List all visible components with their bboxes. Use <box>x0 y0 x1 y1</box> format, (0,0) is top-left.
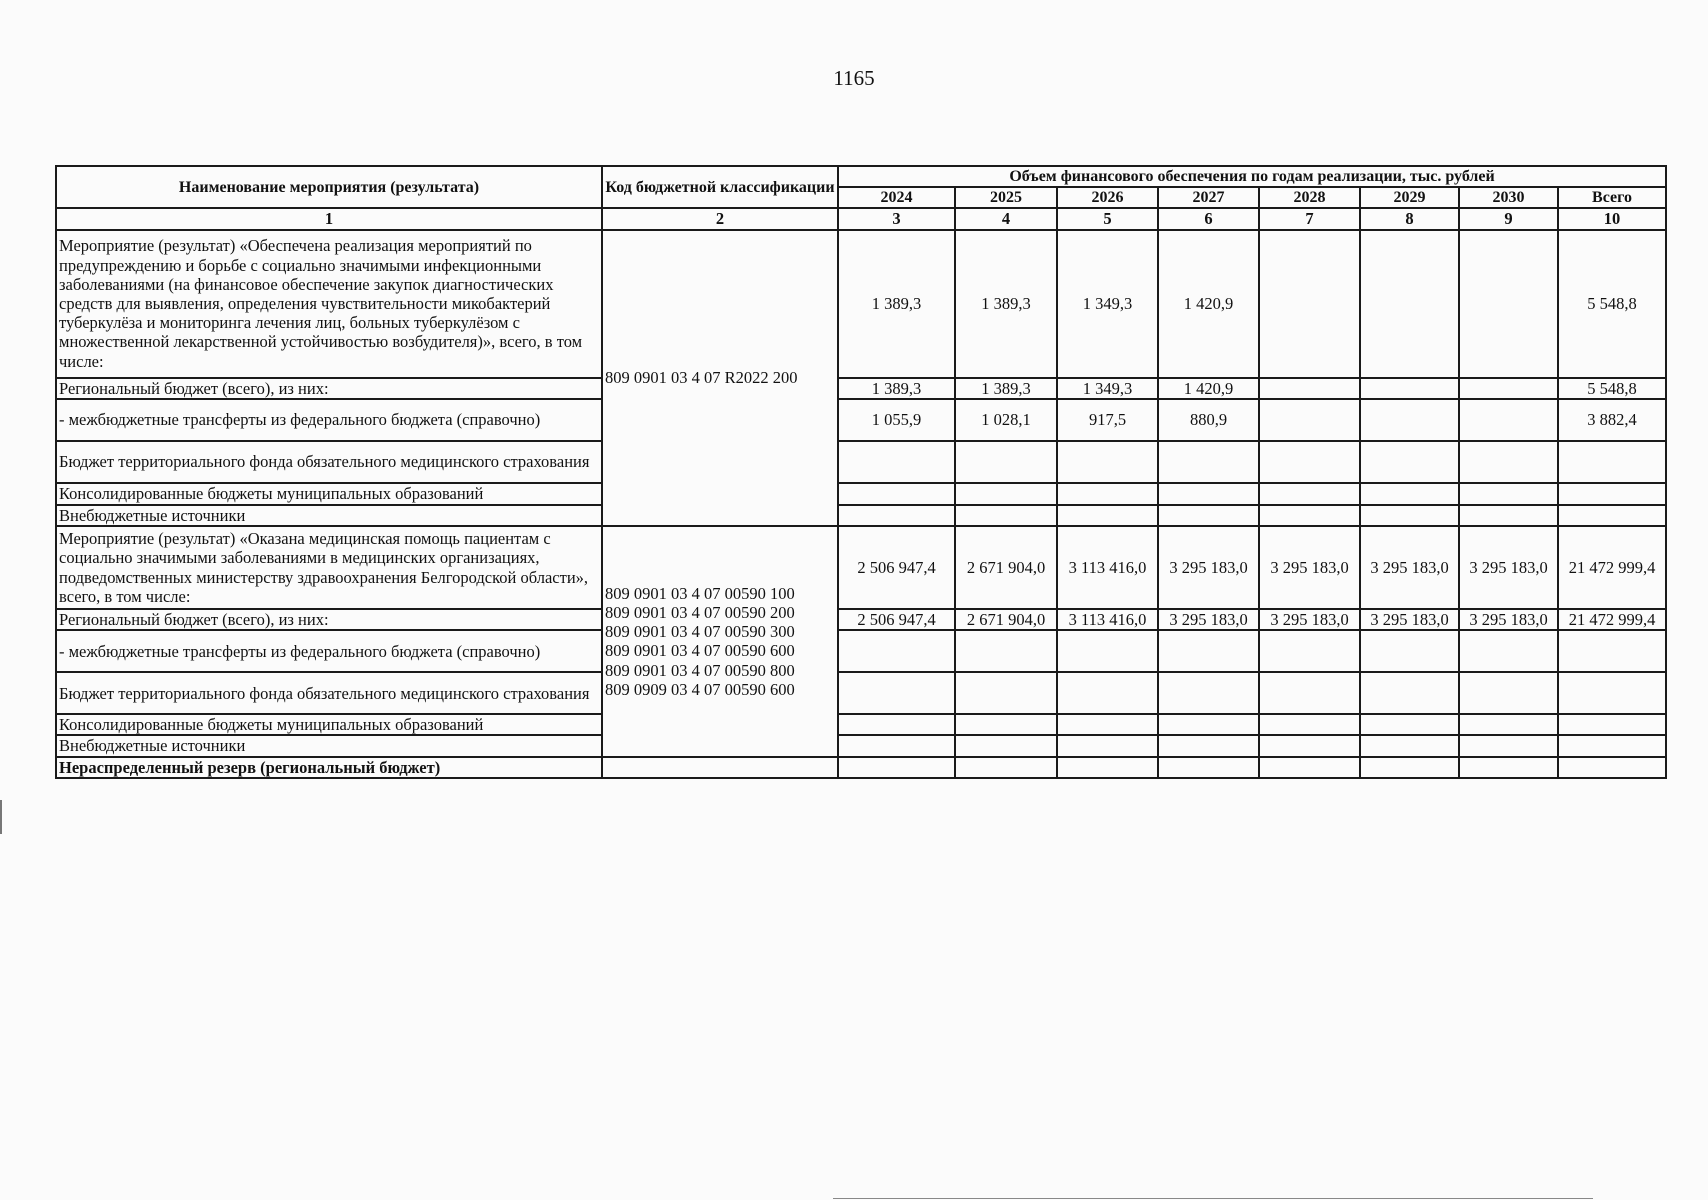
budget-code: 809 0901 03 4 07 00590 100 <box>605 583 795 603</box>
value-cell <box>838 505 955 526</box>
table-row <box>56 505 1666 526</box>
table-row <box>56 378 1666 399</box>
value-cell: 3 295 183,0 <box>1259 526 1360 609</box>
table-row <box>56 399 1666 441</box>
value-cell: 1 349,3 <box>1057 230 1158 378</box>
value-cell: 917,5 <box>1057 399 1158 441</box>
measure-name: Мероприятие (результат) «Оказана медицинская помощь пациентам с социально значимыми заболеваниями в медицинских организациях, подведомственных министерству здравоохранения Белгородской области», всего, в том числе: <box>56 526 602 609</box>
value-cell: 3 113 416,0 <box>1057 526 1158 609</box>
budget-code: 809 0901 03 4 07 00590 600 <box>605 641 795 661</box>
value-cell <box>1259 630 1360 672</box>
value-cell <box>955 441 1057 483</box>
value-cell <box>1259 378 1360 399</box>
value-cell <box>1459 714 1558 735</box>
value-cell <box>1259 230 1360 378</box>
value-cell <box>838 672 955 714</box>
value-cell <box>955 714 1057 735</box>
total-cell <box>1558 505 1666 526</box>
header-finance-group: Объем финансового обеспечения по годам реализации, тыс. рублей <box>838 166 1666 187</box>
value-cell <box>1459 399 1558 441</box>
value-cell <box>838 441 955 483</box>
value-cell: 3 295 183,0 <box>1158 526 1259 609</box>
value-cell <box>1057 483 1158 505</box>
value-cell <box>1459 230 1558 378</box>
value-cell <box>1158 714 1259 735</box>
row-label: Внебюджетные источники <box>56 735 602 756</box>
budget-code: 809 0901 03 4 07 00590 200 <box>605 602 795 622</box>
header-year: 2026 <box>1057 187 1158 208</box>
table-row <box>56 609 1666 630</box>
value-cell <box>1360 714 1459 735</box>
column-number: 5 <box>1057 208 1158 229</box>
value-cell: 1 420,9 <box>1158 230 1259 378</box>
column-number: 9 <box>1459 208 1558 229</box>
total-cell: 21 472 999,4 <box>1558 609 1666 630</box>
value-cell: 3 295 183,0 <box>1259 609 1360 630</box>
value-cell <box>838 757 955 778</box>
value-cell <box>1459 757 1558 778</box>
value-cell <box>1360 399 1459 441</box>
value-cell <box>1360 378 1459 399</box>
column-number: 8 <box>1360 208 1459 229</box>
total-cell <box>1558 441 1666 483</box>
value-cell <box>1057 757 1158 778</box>
value-cell <box>955 630 1057 672</box>
value-cell <box>1360 757 1459 778</box>
budget-code: 809 0901 03 4 07 00590 300 <box>605 622 795 642</box>
table-row <box>56 757 1666 778</box>
total-cell <box>1558 483 1666 505</box>
budget-code: 809 0909 03 4 07 00590 600 <box>605 679 795 699</box>
value-cell <box>1459 505 1558 526</box>
value-cell <box>1360 505 1459 526</box>
reserve-label: Нераспределенный резерв (региональный бюджет) <box>56 757 602 778</box>
value-cell <box>1459 735 1558 756</box>
value-cell: 1 028,1 <box>955 399 1057 441</box>
header-total: Всего <box>1558 187 1666 208</box>
header-year: 2030 <box>1459 187 1558 208</box>
page-number: 1165 <box>833 66 875 90</box>
total-cell: 3 882,4 <box>1558 399 1666 441</box>
value-cell <box>1360 672 1459 714</box>
row-label: - межбюджетные трансферты из федерального бюджета (справочно) <box>56 630 602 672</box>
total-cell: 5 548,8 <box>1558 230 1666 378</box>
budget-code-list <box>602 526 838 757</box>
value-cell: 2 506 947,4 <box>838 526 955 609</box>
value-cell <box>1259 672 1360 714</box>
value-cell <box>955 757 1057 778</box>
value-cell <box>838 630 955 672</box>
value-cell: 1 389,3 <box>838 378 955 399</box>
value-cell: 3 113 416,0 <box>1057 609 1158 630</box>
value-cell <box>955 483 1057 505</box>
value-cell <box>1259 757 1360 778</box>
header-year: 2024 <box>838 187 955 208</box>
value-cell <box>955 735 1057 756</box>
column-number: 2 <box>602 208 838 229</box>
budget-code <box>602 757 838 778</box>
value-cell <box>1158 757 1259 778</box>
value-cell <box>1360 630 1459 672</box>
value-cell: 1 420,9 <box>1158 378 1259 399</box>
value-cell: 3 295 183,0 <box>1158 609 1259 630</box>
column-number-row <box>56 208 1666 229</box>
value-cell <box>1158 630 1259 672</box>
value-cell <box>1259 714 1360 735</box>
value-cell <box>1459 630 1558 672</box>
value-cell <box>1459 378 1558 399</box>
header-name: Наименование мероприятия (результата) <box>56 166 602 208</box>
scan-margin-mark <box>0 800 2 834</box>
row-label: Бюджет территориального фонда обязательного медицинского страхования <box>56 441 602 483</box>
row-label: Внебюджетные источники <box>56 505 602 526</box>
value-cell <box>1360 441 1459 483</box>
column-number: 10 <box>1558 208 1666 229</box>
value-cell <box>1158 505 1259 526</box>
value-cell <box>955 672 1057 714</box>
value-cell: 1 389,3 <box>838 230 955 378</box>
value-cell: 3 295 183,0 <box>1360 526 1459 609</box>
value-cell: 1 349,3 <box>1057 378 1158 399</box>
table-row <box>56 483 1666 505</box>
column-number: 4 <box>955 208 1057 229</box>
table-row <box>56 526 1666 609</box>
value-cell: 1 389,3 <box>955 230 1057 378</box>
column-number: 6 <box>1158 208 1259 229</box>
table-row <box>56 441 1666 483</box>
value-cell: 1 055,9 <box>838 399 955 441</box>
value-cell <box>1158 441 1259 483</box>
row-label: Консолидированные бюджеты муниципальных образований <box>56 483 602 505</box>
value-cell <box>1057 672 1158 714</box>
table-row <box>56 230 1666 378</box>
total-cell <box>1558 672 1666 714</box>
value-cell <box>838 735 955 756</box>
table-row <box>56 735 1666 756</box>
column-number: 7 <box>1259 208 1360 229</box>
value-cell <box>1459 672 1558 714</box>
total-cell <box>1558 714 1666 735</box>
value-cell <box>1360 483 1459 505</box>
value-cell <box>1057 714 1158 735</box>
header-year: 2028 <box>1259 187 1360 208</box>
value-cell: 2 671 904,0 <box>955 526 1057 609</box>
total-cell: 5 548,8 <box>1558 378 1666 399</box>
column-number: 1 <box>56 208 602 229</box>
value-cell: 3 295 183,0 <box>1360 609 1459 630</box>
measure-name: Мероприятие (результат) «Обеспечена реализация мероприятий по предупреждению и борьбе с социально значимыми инфекционными заболеваниями (на финансовое обеспечение закупок диагностических средств для выявления, определения чувствительности микобактерий туберкулёза и мониторинга лечения лиц, больных туберкулёзом с множественной лекарственной устойчивостью возбудителя)», всего, в том числе: <box>56 230 602 378</box>
total-cell <box>1558 757 1666 778</box>
value-cell: 3 295 183,0 <box>1459 609 1558 630</box>
value-cell <box>1259 399 1360 441</box>
header-year: 2025 <box>955 187 1057 208</box>
table-row <box>56 630 1666 672</box>
value-cell <box>1158 672 1259 714</box>
value-cell <box>1259 483 1360 505</box>
value-cell: 3 295 183,0 <box>1459 526 1558 609</box>
value-cell: 2 506 947,4 <box>838 609 955 630</box>
value-cell <box>1158 483 1259 505</box>
value-cell <box>1057 505 1158 526</box>
budget-code: 809 0901 03 4 07 R2022 200 <box>602 230 838 526</box>
value-cell <box>838 714 955 735</box>
value-cell <box>838 483 955 505</box>
value-cell <box>1459 441 1558 483</box>
value-cell <box>1259 441 1360 483</box>
budget-table <box>55 165 1667 779</box>
row-label: Региональный бюджет (всего), из них: <box>56 609 602 630</box>
value-cell <box>1459 483 1558 505</box>
row-label: Региональный бюджет (всего), из них: <box>56 378 602 399</box>
table-row <box>56 672 1666 714</box>
value-cell <box>955 505 1057 526</box>
value-cell <box>1057 735 1158 756</box>
value-cell <box>1360 230 1459 378</box>
value-cell <box>1158 735 1259 756</box>
total-cell: 21 472 999,4 <box>1558 526 1666 609</box>
total-cell <box>1558 735 1666 756</box>
value-cell <box>1259 505 1360 526</box>
value-cell <box>1057 630 1158 672</box>
value-cell <box>1259 735 1360 756</box>
total-cell <box>1558 630 1666 672</box>
table-row <box>56 714 1666 735</box>
scan-bottom-line <box>833 1198 1593 1199</box>
row-label: Консолидированные бюджеты муниципальных образований <box>56 714 602 735</box>
value-cell <box>1057 441 1158 483</box>
column-number: 3 <box>838 208 955 229</box>
row-label: - межбюджетные трансферты из федерального бюджета (справочно) <box>56 399 602 441</box>
value-cell <box>1360 735 1459 756</box>
value-cell: 1 389,3 <box>955 378 1057 399</box>
value-cell: 880,9 <box>1158 399 1259 441</box>
budget-code: 809 0901 03 4 07 00590 800 <box>605 660 795 680</box>
header-year: 2027 <box>1158 187 1259 208</box>
value-cell: 2 671 904,0 <box>955 609 1057 630</box>
header-year: 2029 <box>1360 187 1459 208</box>
row-label: Бюджет территориального фонда обязательного медицинского страхования <box>56 672 602 714</box>
header-code: Код бюджетной классификации <box>602 166 838 208</box>
